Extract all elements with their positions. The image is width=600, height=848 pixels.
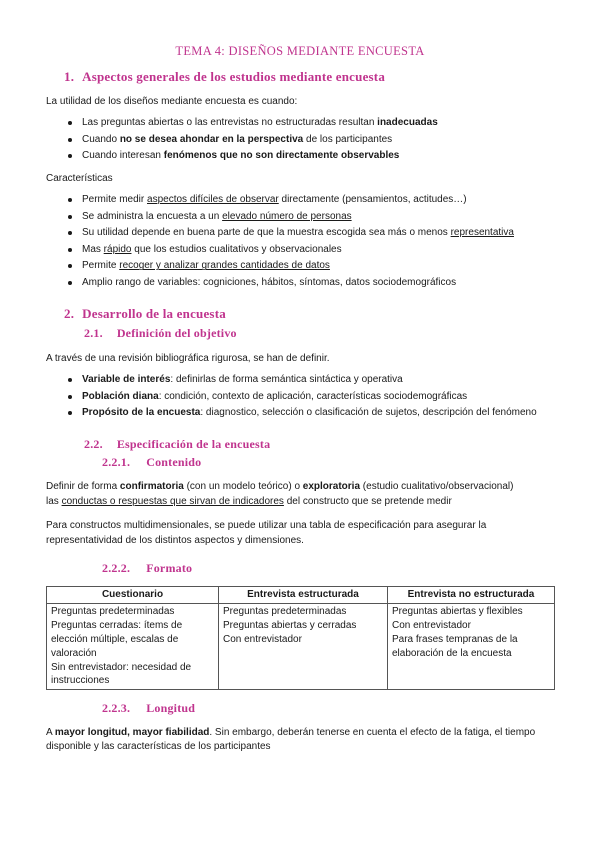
uses-item: Cuando interesan fenómenos que no son directamente observables bbox=[68, 149, 554, 164]
uses-item: Las preguntas abiertas o las entrevistas no estructuradas resultan inadecuadas bbox=[68, 116, 554, 131]
characteristics-item: Permite recoger y analizar grandes cantidades de datos bbox=[68, 259, 554, 274]
section-2-2-3-number: 2.2.3. bbox=[102, 701, 131, 716]
section-2-2-1-number: 2.2.1. bbox=[102, 455, 131, 470]
table-header-cell: Entrevista estructurada bbox=[219, 586, 388, 604]
objective-item: Población diana: condición, contexto de aplicación, características sociodemográficas bbox=[68, 390, 554, 405]
section-2-2-2-number: 2.2.2. bbox=[102, 561, 131, 576]
section-2-2-3-title: Longitud bbox=[146, 701, 196, 716]
characteristics-item: Amplio rango de variables: cogniciones, hábitos, síntomas, datos sociodemográficos bbox=[68, 276, 554, 291]
content-paragraph-2: Para constructos multidimensionales, se puede utilizar una tabla de especificación para asegurar la representatividad de los distintos aspectos y dimensiones. bbox=[46, 520, 487, 546]
characteristics-item: Su utilidad depende en buena parte de que la muestra escogida sea más o menos representativa bbox=[68, 226, 554, 241]
section-2-2-title: Especificación de la encuesta bbox=[116, 436, 271, 451]
section-2-heading bbox=[64, 305, 554, 324]
section-2-2-2-heading bbox=[102, 560, 554, 577]
section-2-1-title: Definición del objetivo bbox=[116, 326, 237, 341]
section-2-2-3-heading bbox=[102, 700, 554, 717]
section-1-heading bbox=[64, 68, 554, 87]
characteristics-label: Características bbox=[46, 172, 113, 184]
section-2-number: 2. bbox=[64, 306, 75, 322]
characteristics-list bbox=[46, 193, 554, 290]
section-2-2-number: 2.2. bbox=[84, 436, 103, 451]
objective-item: Variable de interés: definirlas de forma semántica sintáctica y operativa bbox=[68, 373, 554, 388]
length-paragraph: A mayor longitud, mayor fiabilidad. Sin embargo, deberán tenerse en cuenta el efecto de la fatiga, el tiempo disponible y las características de los participantes bbox=[46, 726, 536, 753]
table-header-cell: Entrevista no estructurada bbox=[388, 586, 555, 604]
section-1-intro: La utilidad de los diseños mediante encuesta es cuando: bbox=[46, 95, 298, 107]
section-1-number: 1. bbox=[64, 69, 75, 85]
table-header-cell: Cuestionario bbox=[47, 586, 219, 604]
objective-list bbox=[46, 373, 554, 421]
characteristics-item: Permite medir aspectos difíciles de observar directamente (pensamientos, actitudes…) bbox=[68, 193, 554, 208]
table-cell-entrevista-no-estructurada: Preguntas abiertas y flexibles Con entrevistador Para frases tempranas de la elaboración de la encuesta bbox=[388, 604, 555, 690]
section-2-1-heading bbox=[84, 325, 554, 342]
format-table bbox=[46, 586, 555, 690]
table-row bbox=[47, 604, 555, 690]
table-cell-cuestionario: Preguntas predeterminadas Preguntas cerradas: ítems de elección múltiple, escalas de valoración Sin entrevistador: necesidad de instrucciones bbox=[47, 604, 219, 690]
document-title: TEMA 4: DISEÑOS MEDIANTE ENCUESTA bbox=[175, 44, 425, 58]
characteristics-item: Mas rápido que los estudios cualitativos y observacionales bbox=[68, 243, 554, 258]
section-2-1-number: 2.1. bbox=[84, 326, 103, 341]
section-2-2-heading bbox=[84, 436, 554, 453]
section-2-title: Desarrollo de la encuesta bbox=[82, 306, 226, 322]
content-paragraph-1: Definir de forma confirmatoria (con un modelo teórico) o exploratoria (estudio cualitativo/observacional) las conductas o respuestas que sirvan de indicadores del constructo que se pretende medir bbox=[46, 481, 514, 507]
section-2-1-intro: A través de una revisión bibliográfica rigurosa, se han de definir. bbox=[46, 352, 330, 364]
uses-item: Cuando no se desea ahondar en la perspectiva de los participantes bbox=[68, 133, 554, 148]
section-2-2-1-title: Contenido bbox=[146, 455, 202, 470]
table-header-row bbox=[47, 586, 555, 604]
section-2-2-1-heading bbox=[102, 454, 554, 471]
table-cell-entrevista-estructurada: Preguntas predeterminadas Preguntas abiertas y cerradas Con entrevistador bbox=[219, 604, 388, 690]
characteristics-item: Se administra la encuesta a un elevado número de personas bbox=[68, 210, 554, 225]
objective-item: Propósito de la encuesta: diagnostico, selección o clasificación de sujetos, descripción del fenómeno bbox=[68, 406, 554, 421]
section-1-title: Aspectos generales de los estudios mediante encuesta bbox=[82, 69, 386, 85]
uses-list bbox=[46, 116, 554, 164]
section-2-2-2-title: Formato bbox=[146, 561, 193, 576]
